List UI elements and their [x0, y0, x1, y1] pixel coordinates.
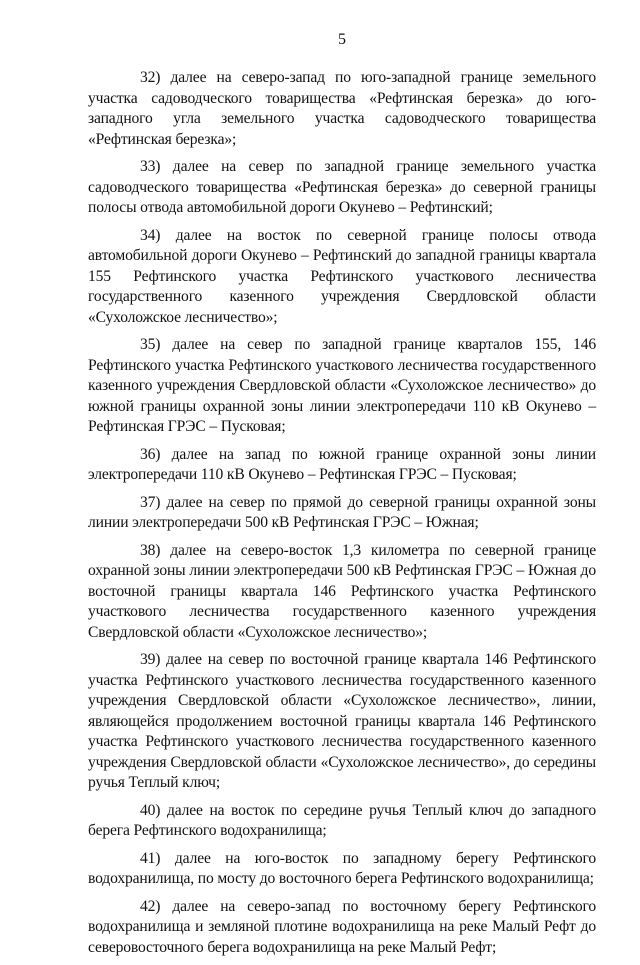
paragraph-32: 32) далее на северо-запад по юго-западной границе земельного участка садоводческого товарищества «Рефтинская березка» до юго-западного угла земельного участка садоводческого товарищества «Рефтинская березка»;: [88, 69, 596, 148]
page-number: 5: [338, 31, 346, 48]
paragraph-38: 38) далее на северо-восток 1,3 километра по северной границе охранной зоны линии электропередачи 500 кВ Рефтинская ГРЭС – Южная до восточной границы квартала 146 Рефтинского участка Рефтинского участкового лесничества государственного казенного учреждения Свердловской области «Сухоложское лесничество»;: [88, 541, 596, 641]
document-page: [88, 30, 596, 965]
paragraph-37: 37) далее на север по прямой до северной границы охранной зоны линии электропередачи 500 кВ Рефтинская ГРЭС – Южная;: [88, 493, 596, 531]
paragraph-34: 34) далее на восток по северной границе полосы отвода автомобильной дороги Окунево – Рефтинский до западной границы квартала 155 Рефтинского участка Рефтинского участкового лесничества государственного казенного учреждения Свердловской области «Сухоложское лесничество»;: [88, 226, 596, 326]
paragraph-39: 39) далее на север по восточной границе квартала 146 Рефтинского участка Рефтинского участкового лесничества государственного казенного учреждения Свердловской области «Сухоложское лесничество», линии, являющейся продолжением восточной границы квартала 146 Рефтинского участка Рефтинского участкового лесничества государственного казенного учреждения Свердловской области «Сухоложское лесничество», до середины ручья Теплый ключ;: [88, 651, 596, 791]
paragraph-35: 35) далее на север по западной границе кварталов 155, 146 Рефтинского участка Рефтинского участкового лесничества государственного казенного учреждения Свердловской области «Сухоложское лесничество» до южной границы охранной зоны линии электропередачи 110 кВ Окунево – Рефтинская ГРЭС – Пусковая;: [88, 336, 596, 435]
paragraph-36: 36) далее на запад по южной границе охранной зоны линии электропередачи 110 кВ Окунево – Рефтинская ГРЭС – Пусковая;: [88, 445, 596, 483]
paragraph-40: 40) далее на восток по середине ручья Теплый ключ до западного берега Рефтинского водохранилища;: [88, 801, 596, 839]
paragraph-41: 41) далее на юго-восток по западному берегу Рефтинского водохранилища, по мосту до восточного берега Рефтинского водохранилища;: [88, 849, 596, 887]
paragraph-42: 42) далее на северо-запад по восточному берегу Рефтинского водохранилища и земляной плотине водохранилища на реке Малый Рефт до северовосточного берега водохранилища на реке Малый Рефт;: [88, 897, 596, 956]
paragraph-33: 33) далее на север по западной границе земельного участка садоводческого товарищества «Рефтинская березка» до северной границы полосы отвода автомобильной дороги Окунево – Рефтинский;: [88, 158, 596, 216]
